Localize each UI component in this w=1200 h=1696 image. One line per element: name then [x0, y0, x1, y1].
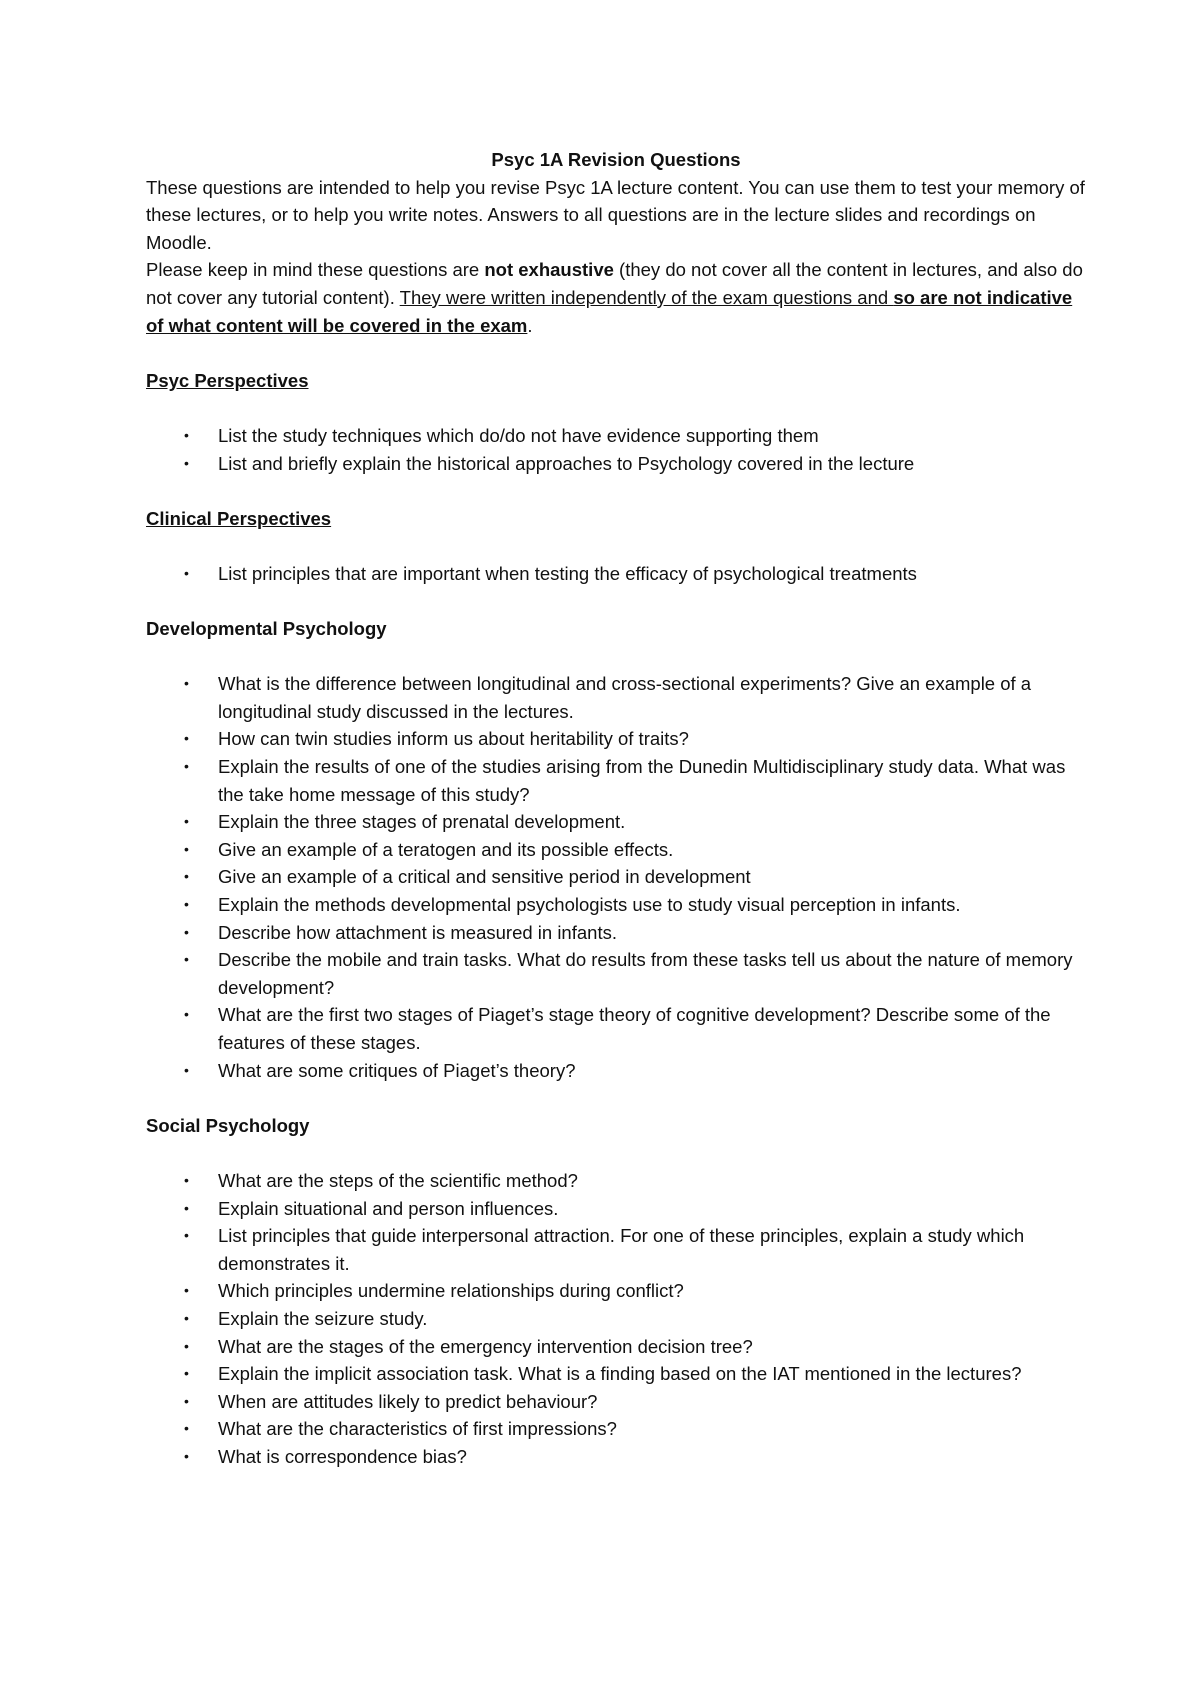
- bullet-icon: •: [184, 896, 189, 913]
- question-text: List and briefly explain the historical approaches to Psychology covered in the lecture: [218, 452, 915, 474]
- question-list-social-psychology: [146, 1167, 1086, 1471]
- list-item: [146, 1415, 1086, 1443]
- list-item: [146, 1195, 1086, 1223]
- question-text: What are the steps of the scientific method?: [218, 1169, 578, 1191]
- intro-period: .: [527, 314, 533, 336]
- question-text: Describe how attachment is measured in infants.: [218, 921, 617, 943]
- list-item: [146, 1222, 1086, 1277]
- bullet-icon: •: [184, 426, 189, 443]
- list-item: [146, 1277, 1086, 1305]
- bullet-icon: •: [184, 564, 189, 581]
- intro: [146, 174, 1086, 340]
- question-list-clinical-perspectives: [146, 560, 1086, 588]
- question-text: Which principles undermine relationships during conflict?: [218, 1280, 684, 1302]
- list-item: [146, 919, 1086, 947]
- bullet-icon: •: [184, 1282, 189, 1299]
- question-list-psyc-perspectives: [146, 422, 1086, 477]
- question-text: What are the characteristics of first impressions?: [218, 1418, 617, 1440]
- list-item: [146, 1388, 1086, 1416]
- question-text: Explain the methods developmental psychologists use to study visual perception in infants.: [218, 894, 961, 916]
- list-item: [146, 836, 1086, 864]
- question-text: How can twin studies inform us about heritability of traits?: [218, 728, 689, 750]
- bullet-icon: •: [184, 813, 189, 830]
- bullet-icon: •: [184, 1365, 189, 1382]
- question-text: Give an example of a critical and sensitive period in development: [218, 866, 751, 888]
- bullet-icon: •: [184, 868, 189, 885]
- intro-text-c: (they do not cover all the content in lectures, and also do not cover any tutorial content).: [146, 259, 1083, 308]
- bullet-icon: •: [184, 1006, 189, 1023]
- list-item: [146, 1360, 1086, 1388]
- bullet-icon: •: [184, 951, 189, 968]
- section-heading-psyc-perspectives: Psyc Perspectives: [146, 369, 309, 391]
- intro-independent-note: They were written independently of the exam questions and: [399, 286, 894, 308]
- list-item: [146, 1443, 1086, 1471]
- list-item: [146, 753, 1086, 808]
- section-heading-developmental-psychology: Developmental Psychology: [146, 618, 387, 640]
- question-text: List principles that guide interpersonal attraction. For one of these principles, explain a study which demonstrates it.: [218, 1225, 1025, 1274]
- intro-paragraph-1: These questions are intended to help you revise Psyc 1A lecture content. You can use them to test your memory of these lectures, or to help you write notes. Answers to all questions are in the lecture slides and recordings on Moodle.: [146, 176, 1085, 253]
- list-item: [146, 808, 1086, 836]
- bullet-icon: •: [184, 840, 189, 857]
- question-text: What are some critiques of Piaget’s theory?: [218, 1059, 576, 1081]
- question-text: Explain the results of one of the studies arising from the Dunedin Multidisciplinary study data. What was the take home message of this study?: [218, 756, 1066, 805]
- list-item: [146, 1057, 1086, 1085]
- question-text: Explain the three stages of prenatal development.: [218, 811, 626, 833]
- list-item: [146, 1305, 1086, 1333]
- question-text: Describe the mobile and train tasks. What do results from these tasks tell us about the nature of memory development?: [218, 949, 1073, 998]
- intro-paragraph-2: [146, 256, 1086, 339]
- bullet-icon: •: [184, 1227, 189, 1244]
- document-page: [146, 146, 1086, 1471]
- intro-not-indicative: so are not indicative of what content will be covered in the exam: [146, 286, 1073, 336]
- question-text: What is the difference between longitudinal and cross-sectional experiments? Give an example of a longitudinal study discussed in the lectures.: [218, 673, 1032, 722]
- question-text: Give an example of a teratogen and its possible effects.: [218, 838, 674, 860]
- bullet-icon: •: [184, 675, 189, 692]
- question-text: List the study techniques which do/do not have evidence supporting them: [218, 424, 819, 446]
- bullet-icon: •: [184, 1392, 189, 1409]
- list-item: [146, 1333, 1086, 1361]
- question-text: What are the first two stages of Piaget’s stage theory of cognitive development? Describe some of the features of these stages.: [218, 1004, 1051, 1053]
- bullet-icon: •: [184, 730, 189, 747]
- bullet-icon: •: [184, 454, 189, 471]
- bullet-icon: •: [184, 1420, 189, 1437]
- document-title: Psyc 1A Revision Questions: [491, 149, 741, 170]
- intro-text-a: Please keep in mind these questions are: [146, 259, 485, 281]
- list-item: [146, 450, 1086, 478]
- list-item: [146, 946, 1086, 1001]
- question-text: List principles that are important when testing the efficacy of psychological treatments: [218, 562, 917, 584]
- question-text: Explain the implicit association task. What is a finding based on the IAT mentioned in the lectures?: [218, 1363, 1022, 1385]
- list-item: [146, 863, 1086, 891]
- question-text: What are the stages of the emergency intervention decision tree?: [218, 1335, 753, 1357]
- list-item: [146, 725, 1086, 753]
- intro-not-exhaustive: not exhaustive: [484, 259, 614, 281]
- bullet-icon: •: [184, 923, 189, 940]
- list-item: [146, 891, 1086, 919]
- bullet-icon: •: [184, 1199, 189, 1216]
- section-heading-social-psychology: Social Psychology: [146, 1114, 310, 1136]
- bullet-icon: •: [184, 1171, 189, 1188]
- bullet-icon: •: [184, 1447, 189, 1464]
- bullet-icon: •: [184, 1337, 189, 1354]
- list-item: [146, 670, 1086, 725]
- bullet-icon: •: [184, 1061, 189, 1078]
- section-heading-clinical-perspectives: Clinical Perspectives: [146, 507, 332, 529]
- question-text: When are attitudes likely to predict behaviour?: [218, 1390, 598, 1412]
- bullet-icon: •: [184, 758, 189, 775]
- question-list-developmental-psychology: [146, 670, 1086, 1084]
- question-text: Explain the seizure study.: [218, 1307, 428, 1329]
- question-text: What is correspondence bias?: [218, 1445, 467, 1467]
- list-item: [146, 560, 1086, 588]
- question-text: Explain situational and person influences.: [218, 1197, 559, 1219]
- list-item: [146, 1167, 1086, 1195]
- list-item: [146, 1001, 1086, 1056]
- bullet-icon: •: [184, 1309, 189, 1326]
- list-item: [146, 422, 1086, 450]
